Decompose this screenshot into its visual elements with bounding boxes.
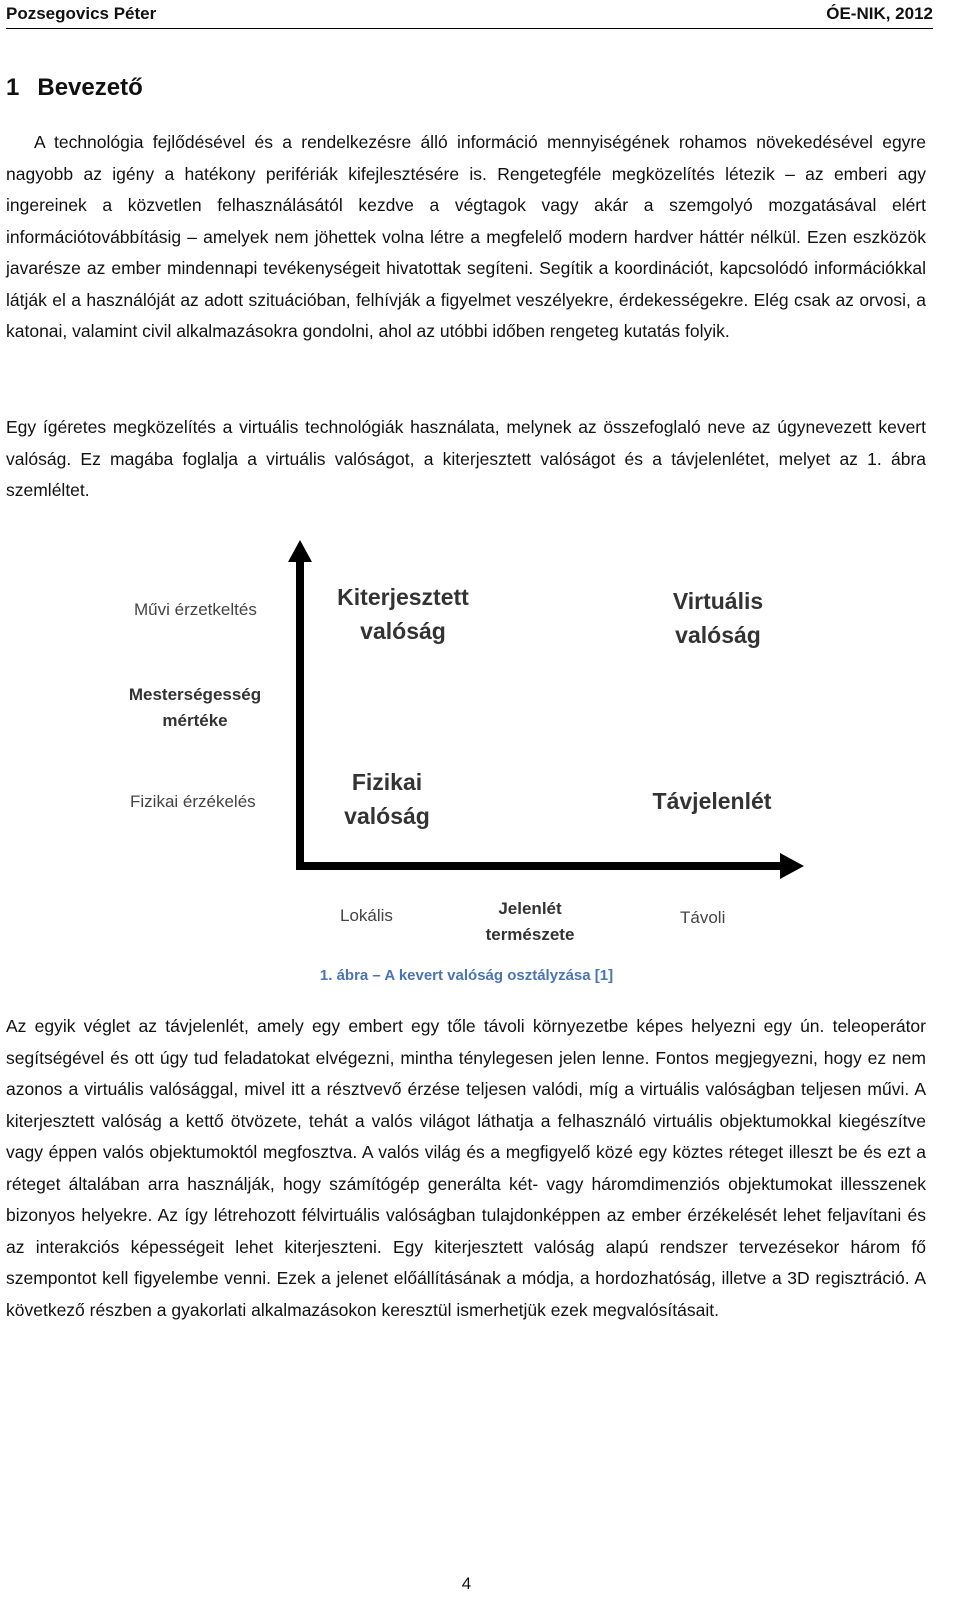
quadrant-augmented-line2: valóság <box>360 618 446 644</box>
page-number: 4 <box>461 1574 472 1593</box>
y-label-top: Művi érzetkeltés <box>134 600 257 619</box>
x-label-right: Távoli <box>680 908 726 927</box>
figure-caption: 1. ábra – A kevert valóság osztályzása [1] <box>319 967 614 984</box>
y-label-middle-line1: Mesterségesség <box>128 685 262 704</box>
y-axis-arrow <box>288 540 312 562</box>
x-label-left: Lokális <box>340 906 393 925</box>
quadrant-virtual-line2: valóság <box>675 622 761 648</box>
mixed-reality-figure <box>120 540 820 960</box>
y-label-bottom: Fizikai érzékelés <box>130 792 256 811</box>
quadrant-physical-line2: valóság <box>344 803 430 829</box>
header-author: Pozsegovics Péter <box>6 4 157 23</box>
quadrant-physical-line1: Fizikai <box>351 769 423 795</box>
x-label-middle-line1: Jelenlét <box>498 899 562 918</box>
x-axis-arrow <box>780 853 804 879</box>
paragraph-mixed-reality: Egy ígéretes megközelítés a virtuális technológiák használata, melynek az összefoglaló neve az úgynevezett kevert valóság. Ez magába foglalja a virtuális valóságot, a kiterjesztett valóságot és a távjelenlétet, melyet az 1. ábra szemléltet. <box>6 417 926 500</box>
quadrant-telepresence: Távjelenlét <box>652 788 772 814</box>
quadrant-physical-reality <box>328 765 446 833</box>
y-label-middle-line2: mértéke <box>162 711 228 730</box>
x-label-middle-line2: természete <box>485 925 575 944</box>
y-label-middle <box>126 682 264 734</box>
quadrant-augmented-reality <box>328 580 478 648</box>
section-title: Bevezető <box>37 74 143 101</box>
page-header <box>6 0 933 29</box>
section-number: 1 <box>6 74 20 101</box>
header-institution: ÓE-NIK, 2012 <box>826 4 933 23</box>
quadrant-virtual-reality <box>648 584 788 652</box>
quadrant-virtual-line1: Virtuális <box>672 588 764 614</box>
x-label-middle <box>465 896 595 948</box>
paragraph-telepresence: Az egyik véglet az távjelenlét, amely egy embert egy tőle távoli környezetbe képes helyezni egy ún. teleoperátor segítségével és ott úgy tud feladatokat elvégezni, mintha ténylegesen jelen lenne. Fontos megjegyezni, hogy ez nem azonos a virtuális valósággal, mivel itt a résztvevő érzése teljesen valódi, míg a virtuális valóságban teljesen művi. A kiterjesztett valóság a kettő ötvözete, tehát a valós világot láthatja a felhasználó virtuális objektumokkal kiegészítve vagy éppen valós objektumoktól megfosztva. A valós világ és a megfigyelő közé egy köztes réteget illeszt be és ezt a réteget általában arra használják, hogy számítógép generálta két- vagy háromdimenziós objektumokat illesszenek bizonyos helyekre. Az így létrehozott félvirtuális valóságban tulajdonképpen az ember érzékelését lehet feljavítani és az interakciós képességeit lehet kiterjeszteni. Egy kiterjesztett valóság alapú rendszer tervezésekor három fő szempontot kell figyelembe venni. Ezek a jelenet előállításának a módja, a hordozhatóság, illetve a 3D regisztráció. A következő részben a gyakorlati alkalmazásokon keresztül ismerhetjük ezek megvalósításait. <box>6 1016 926 1320</box>
paragraph-intro: A technológia fejlődésével és a rendelkezésre álló információ mennyiségének rohamos növekedésével egyre nagyobb az igény a hatékony perifériák kifejlesztésére is. Rengetegféle megközelítés létezik – az emberi agy ingereinek a közvetlen felhasználásától kezdve a végtagok vagy akár a szemgolyó mozgatásával elért információtovábbításig – amelyek nem jöhettek volna létre a megfelelő modern hardver háttér nélkül. Ezen eszközök javarésze az ember mindennapi tevékenységeit hivatottak segíteni. Segítik a koordinációt, kapcsolódó információkkal látják el a használóját az adott szituációban, felhívják a figyelmet veszélyekre, érdekességekre. Elég csak az orvosi, a katonai, valamint civil alkalmazásokra gondolni, ahol az utóbbi időben rengeteg kutatás folyik. <box>6 132 926 341</box>
section-heading <box>6 74 143 102</box>
quadrant-augmented-line1: Kiterjesztett <box>337 584 469 610</box>
